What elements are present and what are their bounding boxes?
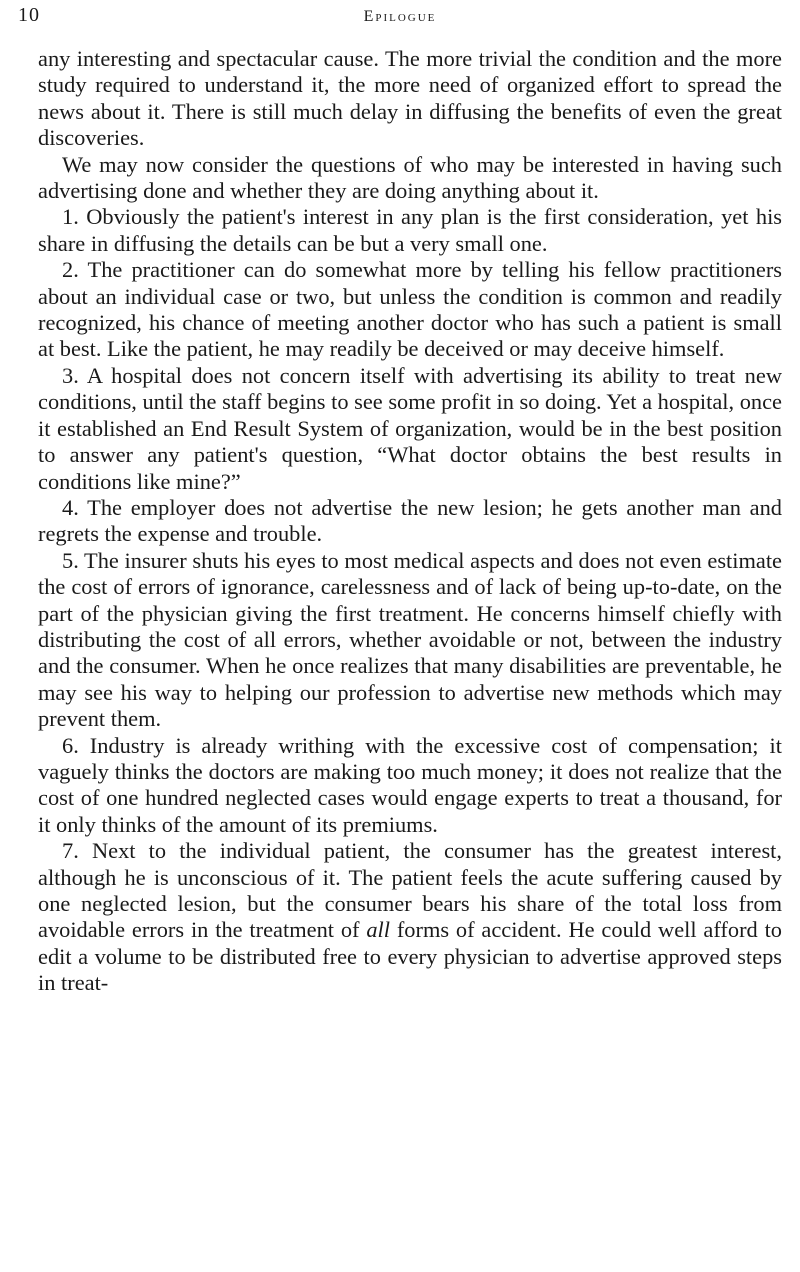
page-number: 10 bbox=[18, 4, 40, 26]
body-text bbox=[38, 46, 782, 997]
paragraph-practitioner: 2. The practitioner can do somewhat more by telling his fellow practitioners about an individual case or two, but unless the condition is common and readily recognized, his chance of meeting another doctor who has such a patient is small at best. Like the patient, he may readily be deceived or may deceive himself. bbox=[38, 257, 782, 362]
paragraph-insurer: 5. The insurer shuts his eyes to most medical aspects and does not even estimate the cost of errors of ignorance, carelessness and of lack of being up-to-date, on the part of the physician giving the first treatment. He concerns himself chiefly with distributing the cost of all errors, whether avoidable or not, between the industry and the consumer. When he once realizes that many disabilities are preventable, he may see his way to helping our profession to advertise new methods which may prevent them. bbox=[38, 547, 782, 732]
paragraph-questions: We may now consider the questions of who may be interested in having such advertising done and whether they are doing anything about it. bbox=[38, 151, 782, 204]
paragraph-patient: 1. Obviously the patient's interest in any plan is the first consideration, yet his share in diffusing the details can be but a very small one. bbox=[38, 204, 782, 256]
paragraph-consumer bbox=[38, 838, 782, 996]
paragraph-employer: 4. The employer does not advertise the new lesion; he gets another man and regrets the expense and trouble. bbox=[38, 494, 782, 547]
running-head: Epilogue bbox=[363, 8, 437, 25]
consumer-text-start: 7. Next to the individual patient, the consumer has the greatest interest, although he is unconscious of it. The patient feels the acute suffering caused by one neglected lesion, but the consumer bears his share of the total loss from avoidable errors in the treatment of bbox=[38, 838, 782, 943]
paragraph-industry: 6. Industry is already writhing with the excessive cost of compensation; it vaguely thinks the doctors are making too much money; it does not realize that the cost of one hundred neglected cases would engage experts to treat a thousand, for it only thinks of the amount of its premiums. bbox=[38, 732, 782, 837]
consumer-text-end: forms of accident. He could well afford to edit a volume to be distributed free to every physician to advertise approved steps in treat- bbox=[38, 917, 782, 996]
emphasis-all: all bbox=[366, 917, 390, 943]
paragraph-hospital: 3. A hospital does not concern itself with advertising its ability to treat new conditions, until the staff begins to see some profit in so doing. Yet a hospital, once it established an End Result System of organization, would be in the best position to answer any patient's question, “What doctor obtains the best results in conditions like mine?” bbox=[38, 362, 782, 494]
paragraph-intro: any interesting and spectacular cause. The more trivial the condition and the more study required to understand it, the more need of organized effort to spread the news about it. There is still much delay in diffusing the benefits of even the great discoveries. bbox=[38, 46, 782, 151]
